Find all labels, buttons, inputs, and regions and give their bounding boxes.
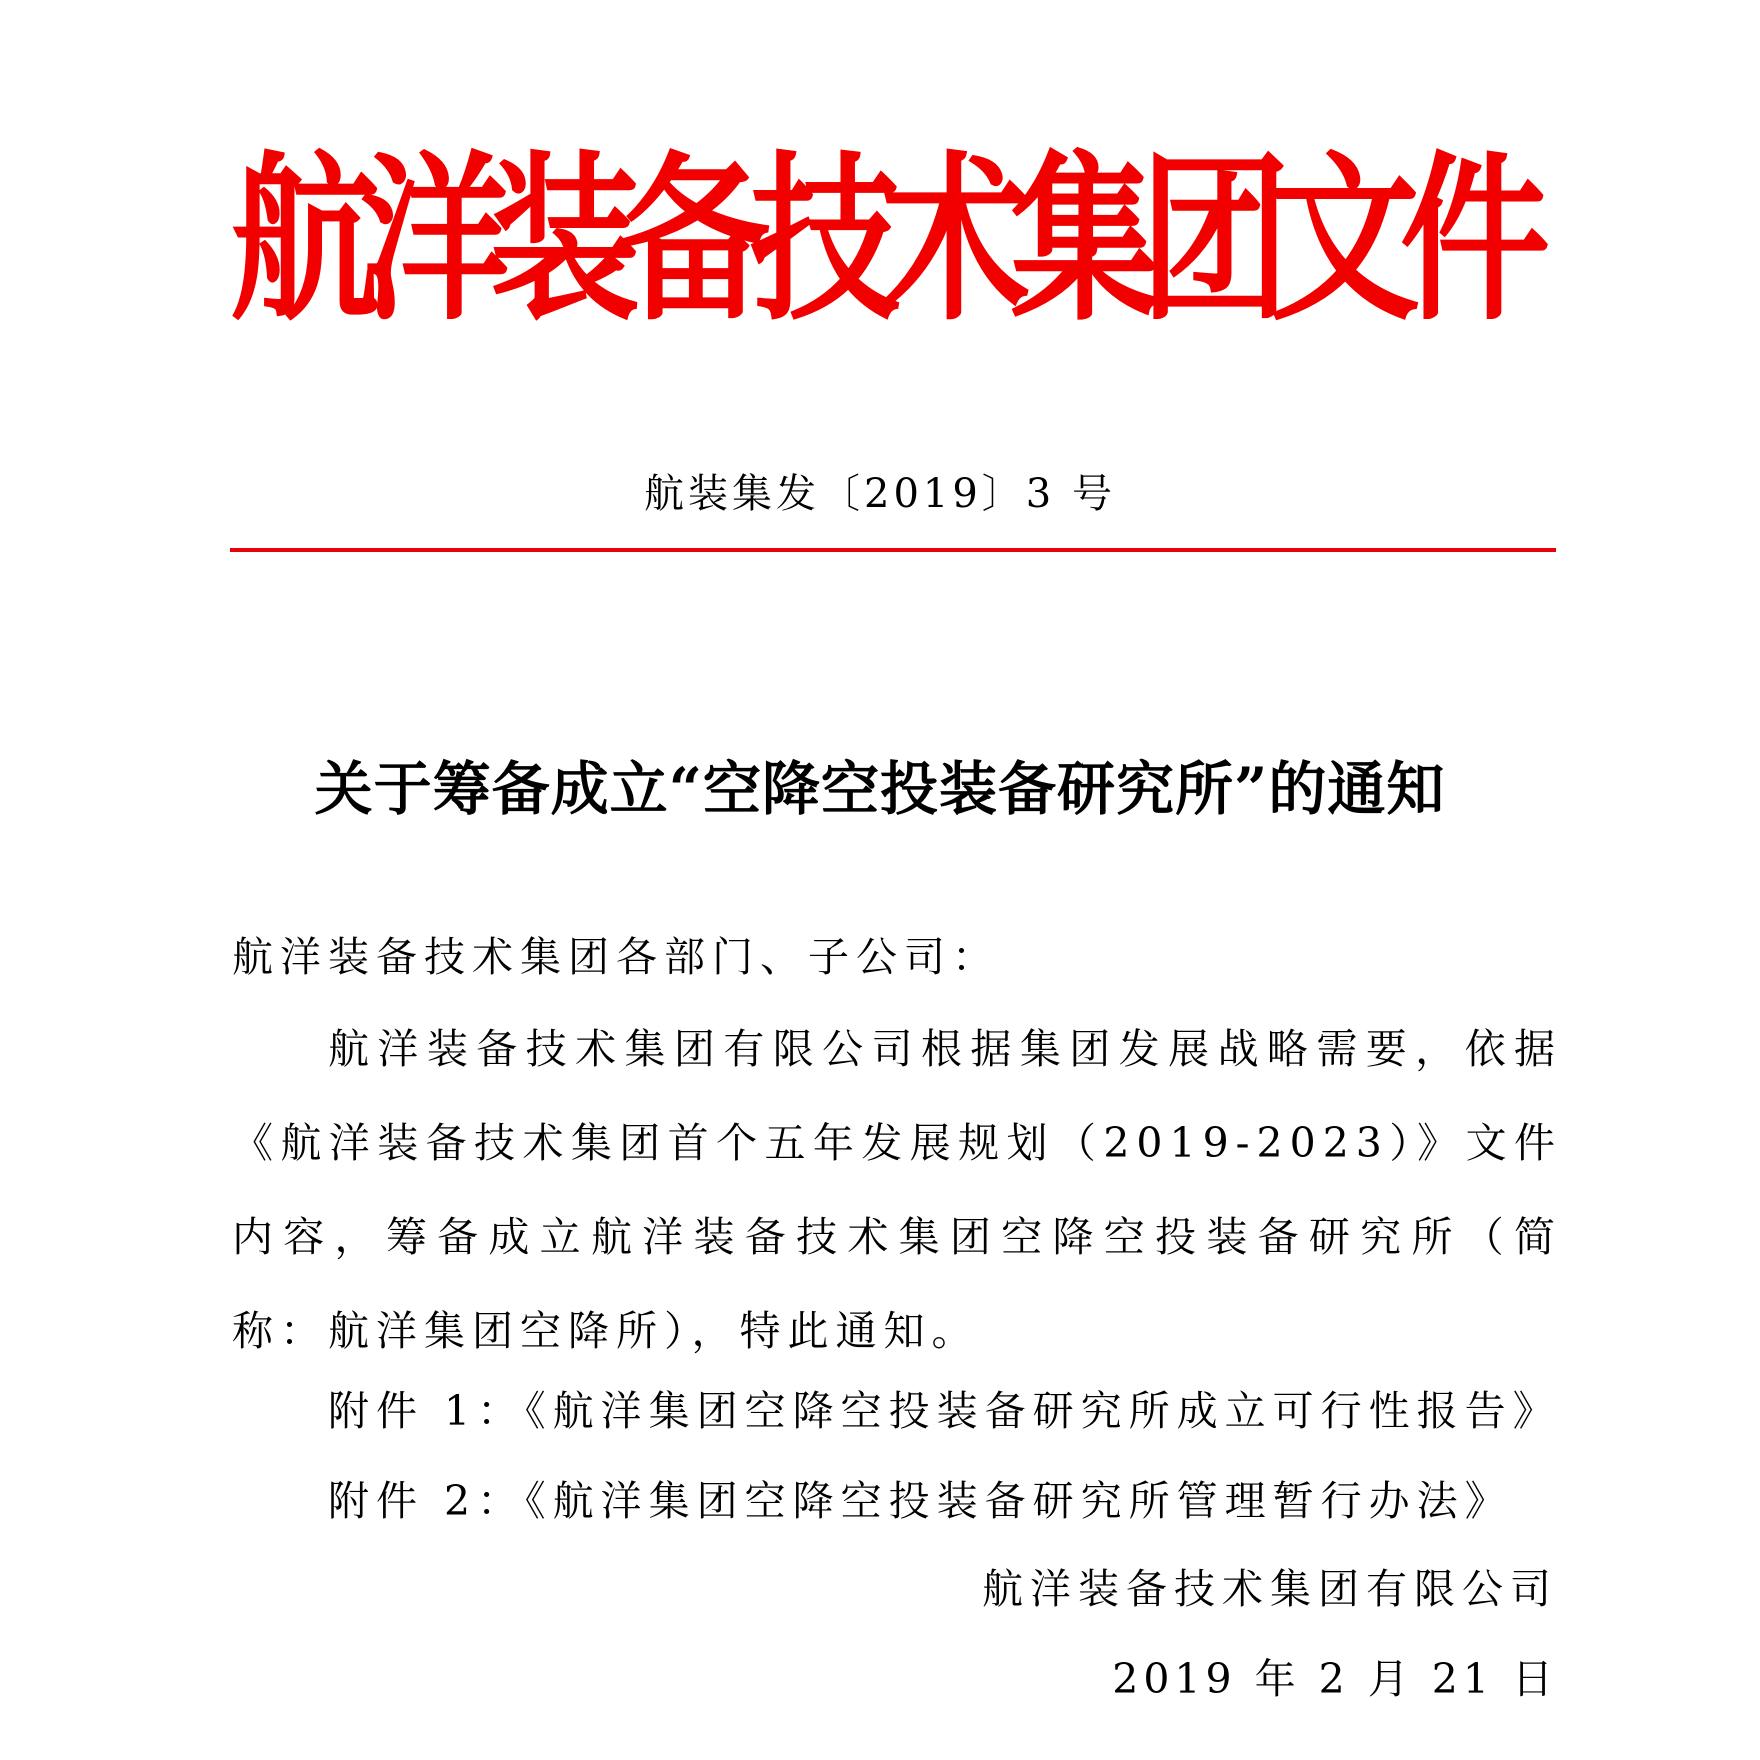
banner-char: 术 <box>880 134 1031 346</box>
document-number: 航装集发〔2019〕3 号 <box>644 471 1116 517</box>
banner-char: 件 <box>1400 134 1551 346</box>
signature-date: 2019 年 2 月 21 日 <box>1112 1655 1558 1703</box>
red-divider-line <box>230 548 1556 552</box>
banner-char: 装 <box>490 134 641 346</box>
attachment-item: 附件 2：《航洋集团空降空投装备研究所管理暂行办法》 <box>328 1477 1513 1525</box>
banner-char: 洋 <box>360 134 511 346</box>
signature-organization: 航洋装备技术集团有限公司 <box>982 1565 1558 1613</box>
banner-char: 集 <box>1010 134 1161 346</box>
banner-char: 备 <box>620 134 771 346</box>
banner-char: 技 <box>750 134 901 346</box>
body-paragraph: 航洋装备技术集团有限公司根据集团发展战略需要，依据《航洋装备技术集团首个五年发展规划（2019-2023）》文件内容，筹备成立航洋装备技术集团空降空投装备研究所（简称：航洋集团空降所），特此通知。 <box>232 1025 1562 1355</box>
banner-char: 航 <box>230 134 381 346</box>
salutation: 航洋装备技术集团各部门、子公司： <box>232 933 1000 981</box>
issuer-banner <box>230 120 1551 360</box>
banner-char: 文 <box>1270 134 1421 346</box>
banner-char: 团 <box>1140 134 1291 346</box>
notice-title: 关于筹备成立“空降空投装备研究所”的通知 <box>314 755 1446 823</box>
attachment-item: 附件 1：《航洋集团空降空投装备研究所成立可行性报告》 <box>328 1387 1561 1435</box>
